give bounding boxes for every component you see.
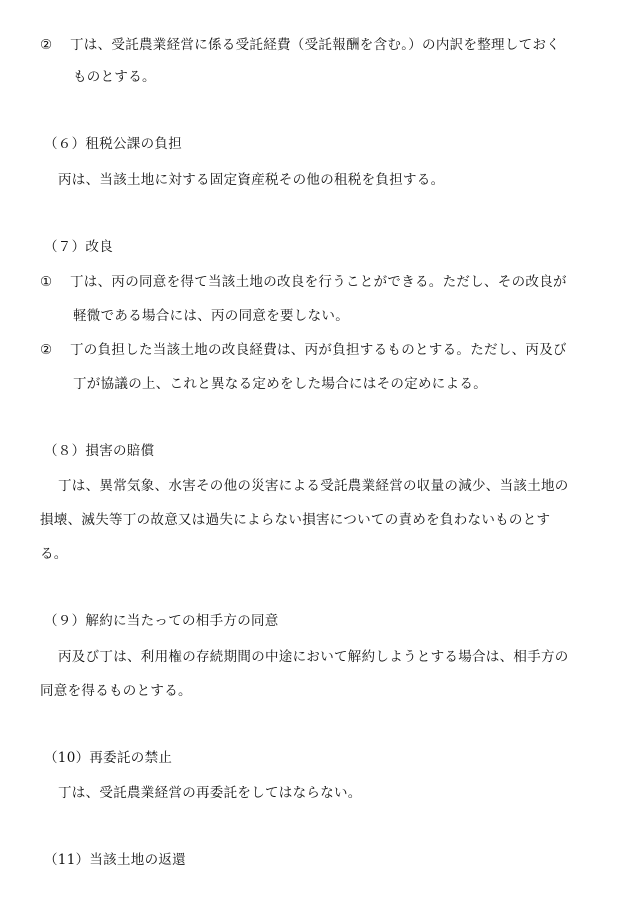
item-7-2-mark: ② bbox=[40, 342, 53, 358]
item-5-2-text: 丁は、受託農業経営に係る受託経費（受託報酬を含む。）の内訳を整理しておく bbox=[70, 37, 561, 53]
item-7-1-mark: ① bbox=[40, 274, 53, 290]
item-7-2-text: 丁の負担した当該土地の改良経費は、丙が負担するものとする。ただし、丙及び bbox=[70, 342, 567, 358]
heading-9: （９）解約に当たっての相手方の同意 bbox=[44, 613, 279, 629]
item-5-2-mark: ② bbox=[40, 37, 53, 53]
heading-6: （６）租税公課の負担 bbox=[44, 136, 182, 152]
paragraph-10: 丁は、受託農業経営の再委託をしてはならない。 bbox=[58, 785, 362, 801]
heading-7: （７）改良 bbox=[44, 239, 113, 255]
item-7-1-line-1 bbox=[40, 273, 567, 291]
item-5-2-line-1 bbox=[40, 36, 560, 54]
heading-11: （11）当該土地の返還 bbox=[44, 852, 186, 868]
item-7-1-line-2: 軽微である場合には、丙の同意を要しない。 bbox=[73, 308, 349, 324]
heading-10: （10）再委託の禁止 bbox=[44, 750, 173, 766]
item-7-2-line-1 bbox=[40, 341, 567, 359]
item-7-2-line-2: 丁が協議の上、これと異なる定めをした場合にはその定めによる。 bbox=[73, 376, 487, 392]
heading-8: （８）損害の賠償 bbox=[44, 443, 155, 459]
item-5-2-line-2: ものとする。 bbox=[73, 69, 156, 85]
paragraph-9-line-1: 丙及び丁は、利用権の存続期間の中途において解約しようとする場合は、相手方の bbox=[58, 649, 569, 665]
paragraph-6: 丙は、当該土地に対する固定資産税その他の租税を負担する。 bbox=[58, 172, 445, 188]
paragraph-9-line-2: 同意を得るものとする。 bbox=[40, 683, 192, 699]
paragraph-8-line-2: 損壊、滅失等丁の故意又は過失によらない損害についての責めを負わないものとす bbox=[40, 512, 551, 528]
item-7-1-text: 丁は、丙の同意を得て当該土地の改良を行うことができる。ただし、その改良が bbox=[70, 274, 567, 290]
paragraph-8-line-1: 丁は、異常気象、水害その他の災害による受託農業経営の収量の減少、当該土地の bbox=[58, 478, 569, 494]
paragraph-8-line-3: る。 bbox=[40, 546, 68, 562]
